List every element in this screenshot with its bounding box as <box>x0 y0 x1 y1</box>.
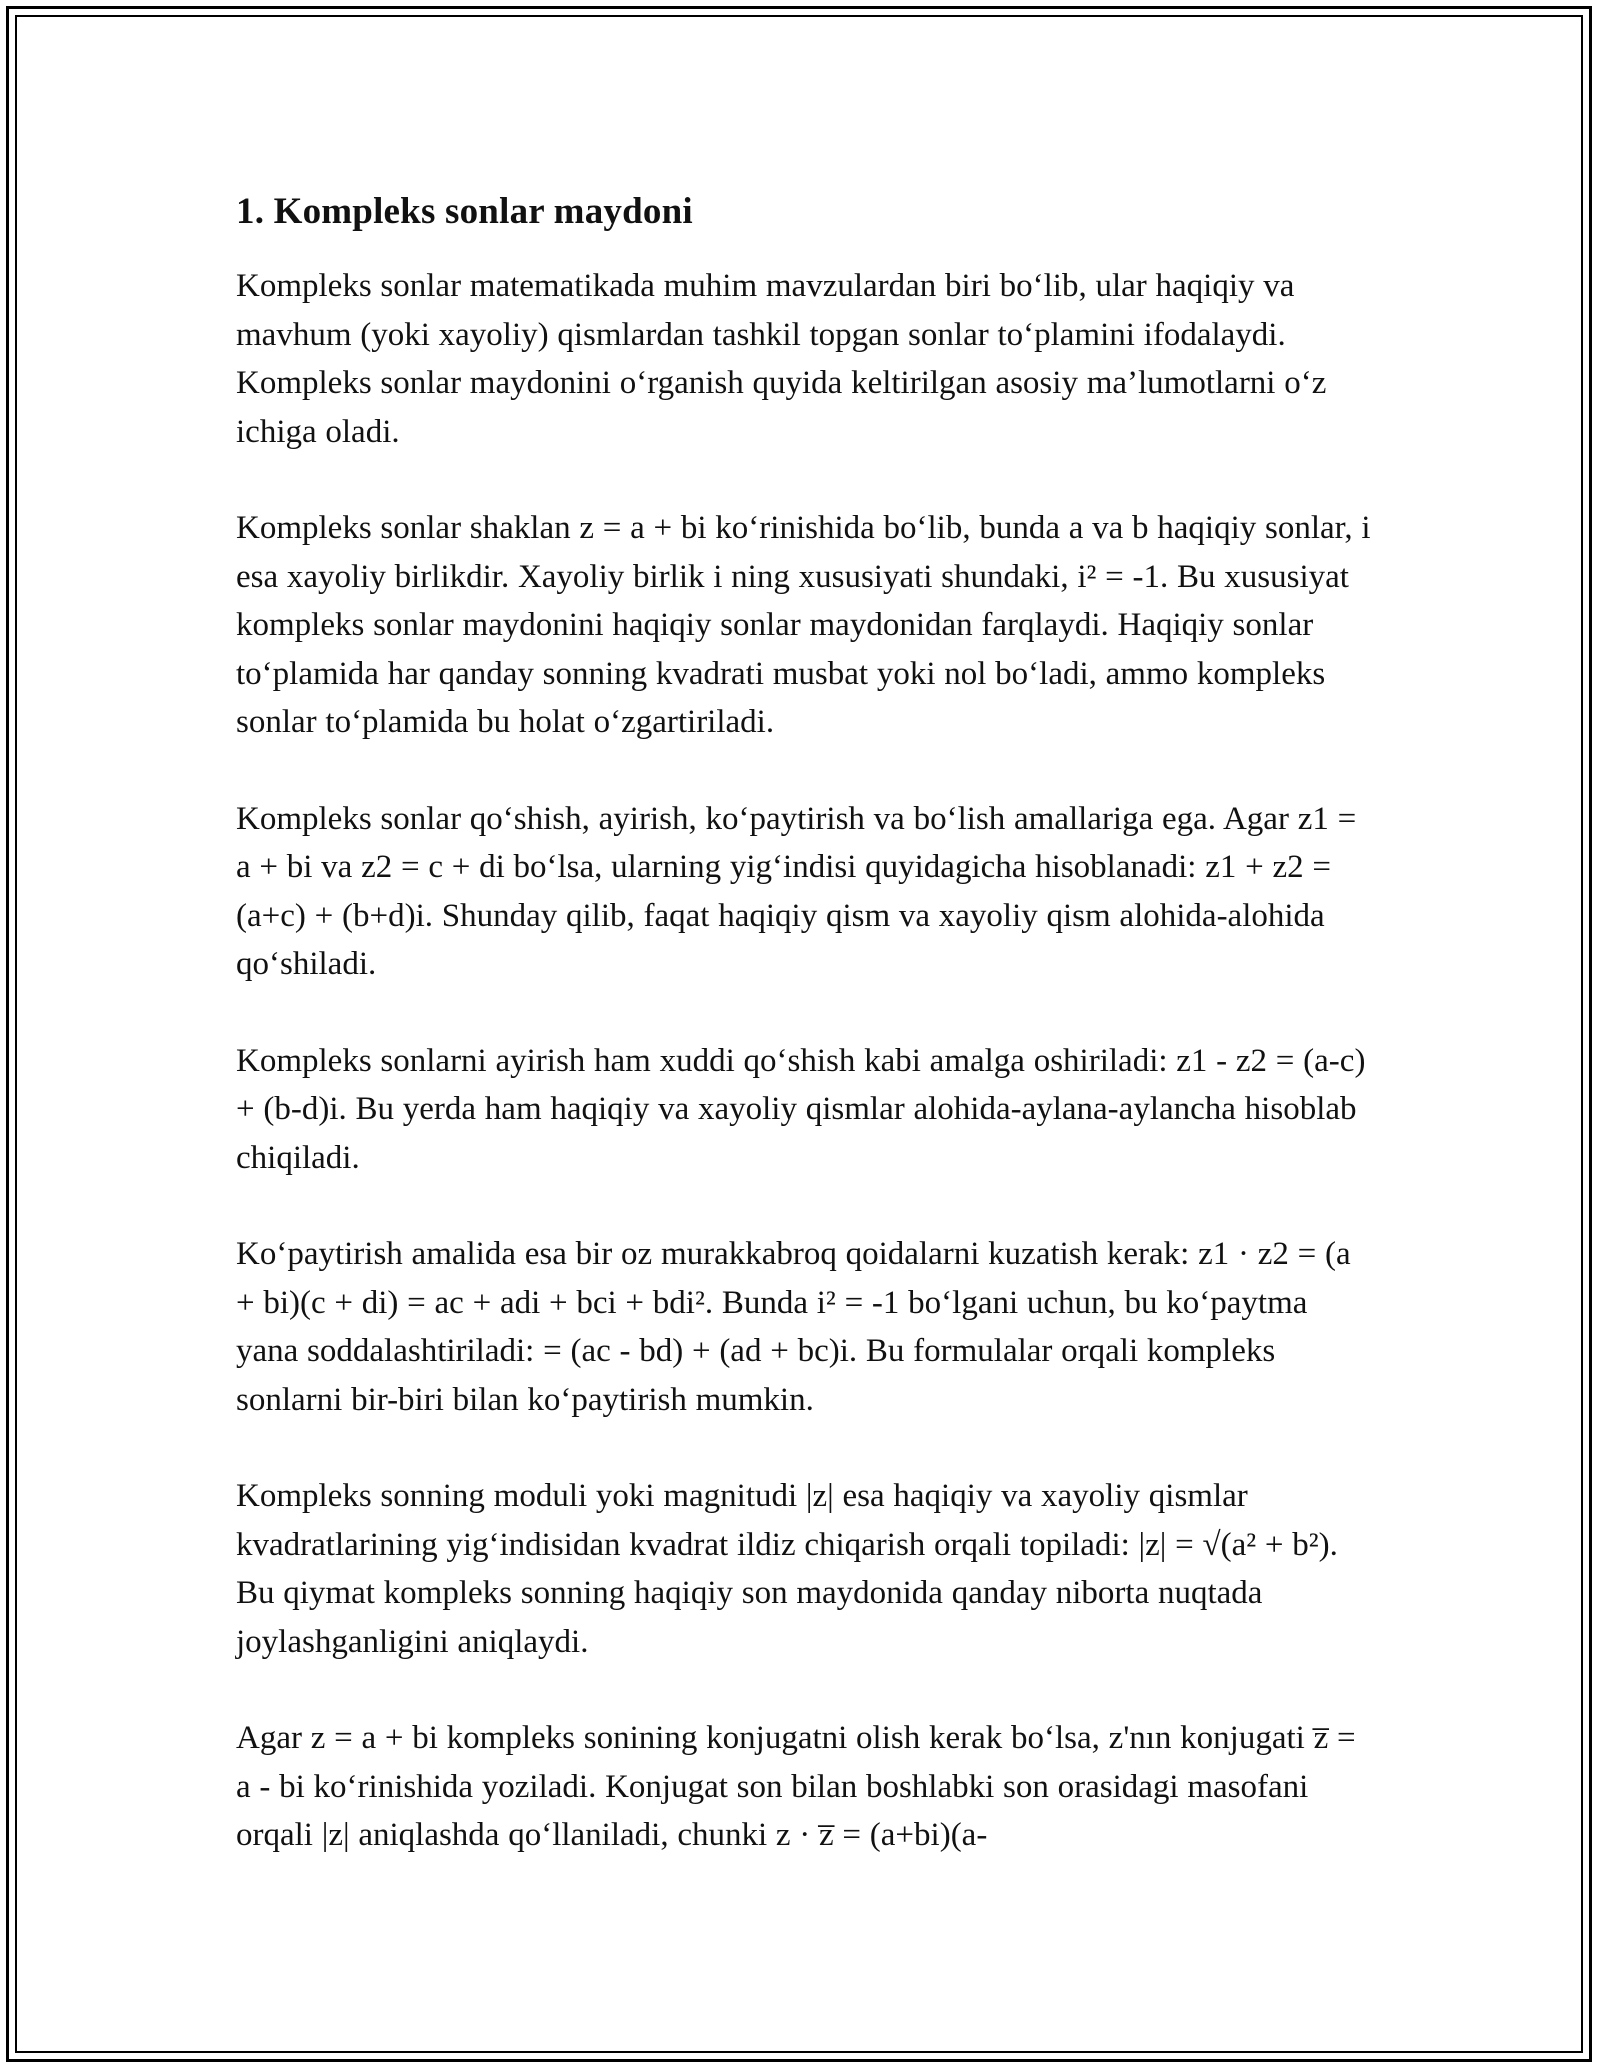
paragraph-intro: Kompleks sonlar matematikada muhim mavzulardan biri bo‘lib, ular haqiqiy va mavhum (yoki xayoliy) qismlardan tashkil topgan sonlar to‘plamini ifodalaydi. Kompleks sonlar maydonini o‘rganish quyida keltirilgan asosiy ma’lumotlarni o‘z ichiga oladi. <box>236 268 1327 450</box>
paragraph-addition: Kompleks sonlar qo‘shish, ayirish, ko‘paytirish va bo‘lish amallariga ega. Agar z1 = a + bi va z2 = c + di bo‘lsa, ularning yig‘indisi quyidagicha hisoblanadi: z1 + z2 = (a+c) + (b+d)i. Shunday qilib, faqat haqiqiy qism va xayoliy qism alohida-alohida qo‘shiladi. <box>236 800 1357 982</box>
paragraph-modulus: Kompleks sonning moduli yoki magnitudi |z| esa haqiqiy va xayoliy qismlar kvadratlarining yig‘indisidan kvadrat ildiz chiqarish orqali topiladi: |z| = √(a² + b²). Bu qiymat kompleks sonning haqiqiy son maydonida qanday niborta nuqtada joylashganligini aniqlaydi. <box>236 1478 1338 1660</box>
paragraph-multiplication: Ko‘paytirish amalida esa bir oz murakkabroq qoidalarni kuzatish kerak: z1 · z2 = (a + bi)(c + di) = ac + adi + bci + bdi². Bunda i² = -1 bo‘lgani uchun, bu ko‘paytma yana soddalashtiriladi: = (ac - bd) + (ad + bc)i. Bu formulalar orqali kompleks sonlarni bir-biri bilan ko‘paytirish mumkin. <box>236 1236 1351 1418</box>
paragraph-subtraction: Kompleks sonlarni ayirish ham xuddi qo‘shish kabi amalga oshiriladi: z1 - z2 = (a-c) + (b-d)i. Bu yerda ham haqiqiy va xayoliy qismlar alohida-aylana-aylancha hisoblab chiqiladi. <box>236 1042 1366 1176</box>
paragraph-conjugate: Agar z = a + bi kompleks sonining konjugatni olish kerak bo‘lsa, z'nın konjugati z̅ = a - bi ko‘rinishida yoziladi. Konjugat son bilan boshlabki son orasidagi masofani orqali |z| aniqlashda qo‘llaniladi, chunki z · z̅ = (a+bi)(a- <box>236 1720 1356 1853</box>
paragraph-definition: Kompleks sonlar shaklan z = a + bi ko‘rinishida bo‘lib, bunda a va b haqiqiy sonlar, i esa xayoliy birlikdir. Xayoliy birlik i ning xususiyati shundaki, i² = -1. Bu xususiyat kompleks sonlar maydonini haqiqiy sonlar maydonidan farqlaydi. Haqiqiy sonlar to‘plamida har qanday sonning kvadrati musbat yoki nol bo‘ladi, ammo kompleks sonlar to‘plamida bu holat o‘zgartiriladi. <box>236 510 1371 740</box>
section-title: 1. Kompleks sonlar maydoni <box>236 191 693 232</box>
document-body <box>236 184 1376 1860</box>
